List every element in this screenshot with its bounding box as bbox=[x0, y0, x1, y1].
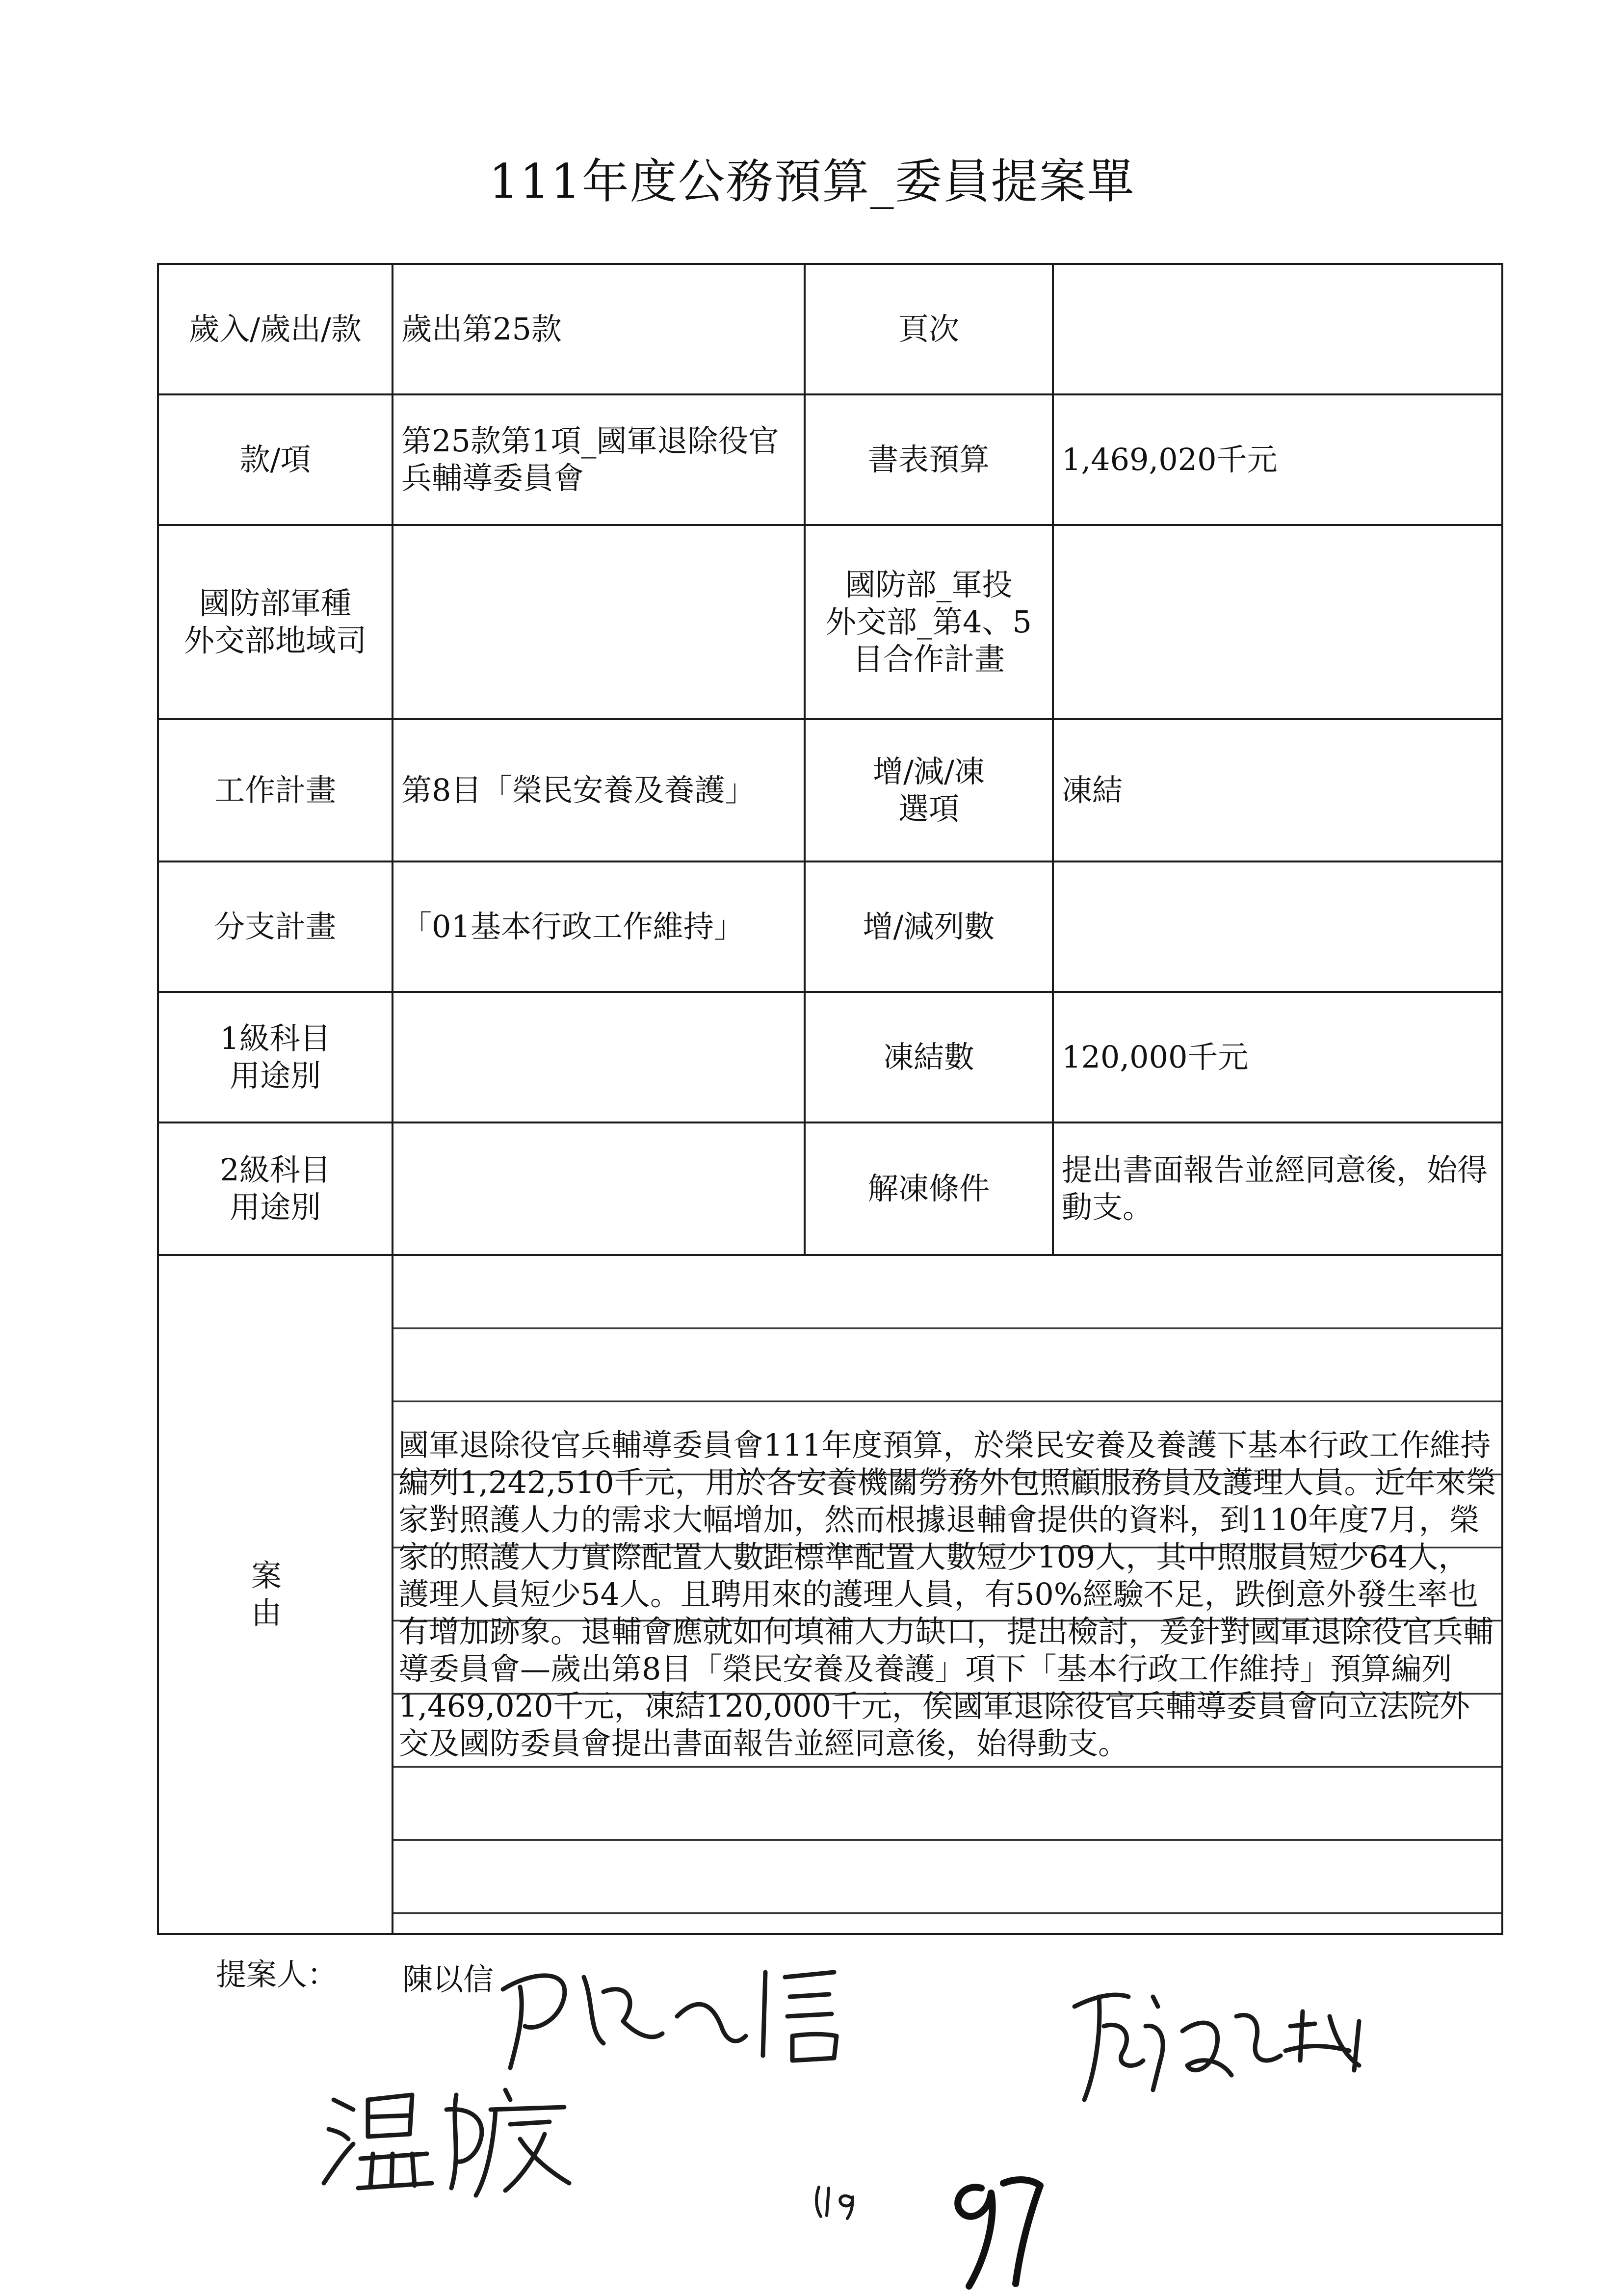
form-row bbox=[158, 264, 1502, 394]
reason-text: 國軍退除役官兵輔導委員會111年度預算，於榮民安養及養護下基本行政工作維持編列1,242,510千元，用於各安養機關勞務外包照顧服務員及護理人員。近年來榮家對照護人力的需求大幅增加，然而根據退輔會提供的資料，到110年度7月，榮家的照護人力實際配置人數距標準配置人數短少109人，其中照服員短少64人，護理人員短少54人。且聘用來的護理人員，有50%經驗不足，跌倒意外發生率也有增加跡象。退輔會應就如何填補人力缺口，提出檢討，爰針對國軍退除役官兵輔導委員會—歲出第8目「榮民安養及養護」項下「基本行政工作維持」預算編列1,469,020千元，凍結120,000千元，俟國軍退除役官兵輔導委員會向立法院外交及國防委員會提出書面報告並經同意後，始得動支。 bbox=[393, 1255, 1502, 1934]
proposer-name: 陳以信 bbox=[402, 1961, 494, 1997]
field-label-category: 歲入/歲出/款 bbox=[158, 264, 393, 394]
field-label-level2-subject: 2級科目 用途別 bbox=[158, 1122, 393, 1255]
form-row bbox=[158, 719, 1502, 861]
field-label-budget: 書表預算 bbox=[805, 394, 1053, 525]
signature-chen-yi-hsin bbox=[491, 1943, 854, 2075]
reason-label: 案由 bbox=[158, 1255, 393, 1934]
field-label-branch: 國防部軍種 外交部地域司 bbox=[158, 525, 393, 719]
field-label-page: 頁次 bbox=[805, 264, 1053, 394]
field-label-unfreeze-condition: 解凍條件 bbox=[805, 1122, 1053, 1255]
field-value-cooperation-plan bbox=[1053, 525, 1502, 719]
field-label-level1-subject: 1級科目 用途別 bbox=[158, 992, 393, 1122]
proposer-label: 提案人： bbox=[216, 1957, 338, 1992]
field-label-sub-plan: 分支計畫 bbox=[158, 861, 393, 992]
form-row bbox=[158, 861, 1502, 992]
field-value-work-plan: 第8目「榮民安養及養護」 bbox=[393, 719, 805, 861]
field-label-section: 款/項 bbox=[158, 394, 393, 525]
form-row bbox=[158, 992, 1502, 1122]
form-row bbox=[158, 394, 1502, 525]
field-value-level1-subject bbox=[393, 992, 805, 1122]
field-label-work-plan: 工作計畫 bbox=[158, 719, 393, 861]
form-row-reason bbox=[158, 1255, 1502, 1934]
field-value-section: 第25款第1項_國軍退除役官兵輔導委員會 bbox=[393, 394, 805, 525]
field-value-adjust-amount bbox=[1053, 861, 1502, 992]
field-label-freeze-amount: 凍結數 bbox=[805, 992, 1053, 1122]
page-mark-19 bbox=[812, 2178, 866, 2222]
field-value-sub-plan: 「01基本行政工作維持」 bbox=[393, 861, 805, 992]
field-value-branch bbox=[393, 525, 805, 719]
field-label-option: 增/減/凍 選項 bbox=[805, 719, 1053, 861]
field-value-level2-subject bbox=[393, 1122, 805, 1255]
field-value-category: 歲出第25款 bbox=[393, 264, 805, 394]
page-title: 111年度公務預算_委員提案單 bbox=[489, 154, 1135, 209]
page-mark-97 bbox=[942, 2159, 1055, 2296]
field-value-unfreeze-condition: 提出書面報告並經同意後，始得動支。 bbox=[1053, 1122, 1502, 1255]
signature-lai-shih-bao bbox=[1055, 1977, 1398, 2110]
form-row bbox=[158, 1122, 1502, 1255]
form-row bbox=[158, 525, 1502, 719]
field-value-option: 凍結 bbox=[1053, 719, 1502, 861]
field-value-budget: 1,469,020千元 bbox=[1053, 394, 1502, 525]
field-label-adjust-amount: 增/減列數 bbox=[805, 861, 1053, 992]
field-label-cooperation-plan: 國防部_軍投 外交部_第4、5 目合作計畫 bbox=[805, 525, 1053, 719]
field-value-page bbox=[1053, 264, 1502, 394]
field-value-freeze-amount: 120,000千元 bbox=[1053, 992, 1502, 1122]
proposal-form-table bbox=[157, 263, 1503, 1935]
signature-wen-yu-hsia bbox=[314, 2080, 589, 2203]
